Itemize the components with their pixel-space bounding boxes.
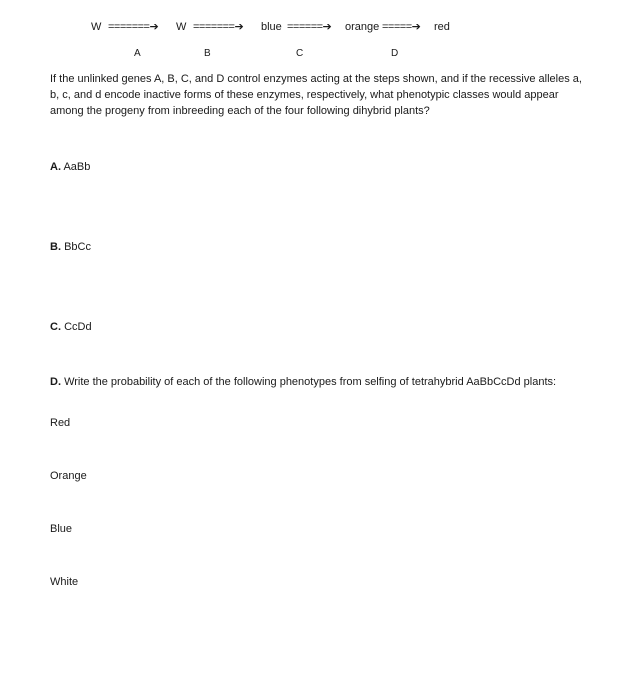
- phenotype-orange: Orange: [50, 470, 87, 482]
- part-b-label: B.: [50, 241, 61, 253]
- pathway-arrow-2: =======➔: [193, 21, 244, 33]
- part-c: [50, 320, 92, 334]
- pathway-step-white-2: W: [176, 21, 187, 33]
- enzyme-label-a: A: [134, 48, 141, 59]
- part-a-genotype: AaBb: [63, 161, 91, 173]
- pathway-step-orange: orange: [345, 21, 380, 33]
- enzyme-label-c: C: [296, 48, 304, 59]
- pathway-step-blue: blue: [261, 21, 282, 33]
- part-a: [50, 160, 90, 174]
- phenotype-blue: Blue: [50, 523, 73, 535]
- pathway-arrow-4: =====➔: [382, 21, 421, 33]
- part-d-text: Write the probability of each of the following phenotypes from selfing of tetrahybrid AaBbCcDd plants:: [64, 376, 557, 388]
- phenotype-red: Red: [50, 417, 71, 429]
- pathway-arrow-3: ======➔: [287, 21, 332, 33]
- phenotype-white: White: [50, 576, 79, 588]
- part-d-label: D.: [50, 376, 61, 388]
- enzyme-label-d: D: [391, 48, 399, 59]
- part-d-question: [50, 374, 590, 391]
- enzyme-label-b: B: [204, 48, 211, 59]
- part-c-genotype: CcDd: [64, 321, 92, 333]
- part-b-genotype: BbCc: [64, 241, 91, 253]
- pathway-step-red: red: [434, 21, 450, 33]
- part-a-label: A.: [50, 161, 61, 173]
- pathway-step-white-1: W: [91, 21, 102, 33]
- biochemical-pathway: [0, 20, 627, 36]
- part-c-label: C.: [50, 321, 61, 333]
- question-paragraph: If the unlinked genes A, B, C, and D control enzymes acting at the steps shown, and if the recessive alleles a, b, c, and d encode inactive forms of these enzymes, respectively, what phenotypic classes would appear among the progeny from inbreeding each of the four following dihybrid plants?: [50, 73, 582, 117]
- pathway-arrow-1: =======➔: [108, 21, 159, 33]
- part-b: [50, 240, 91, 254]
